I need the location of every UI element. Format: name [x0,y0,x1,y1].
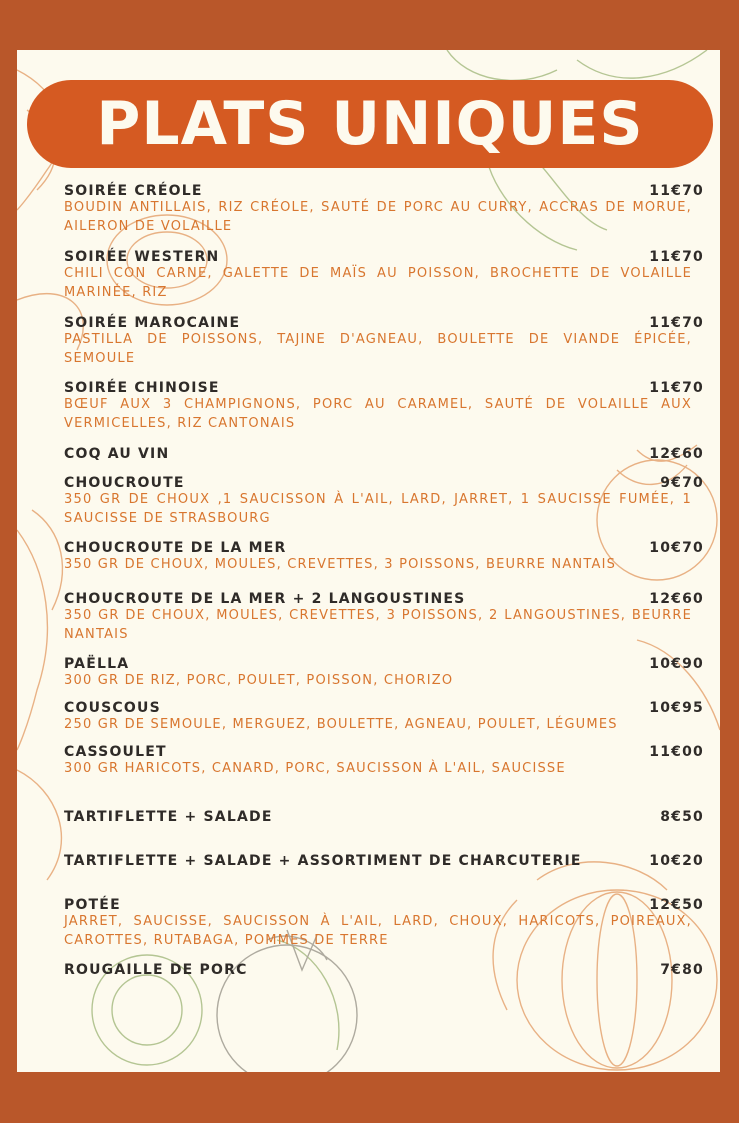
item-price: 11€00 [649,744,704,760]
item-price: 10€90 [649,656,704,672]
menu-item [64,744,704,778]
item-desc: 250 GR DE SEMOULE, MERGUEZ, BOULETTE, AGNEAU, POULET, LÉGUMES [64,717,618,732]
menu-item [64,475,704,528]
item-name: TARTIFLETTE + SALADE + ASSORTIMENT DE CHARCUTERIE [64,853,582,869]
item-desc: BŒUF AUX 3 CHAMPIGNONS, PORC AU CARAMEL, SAUTÉ DE VOLAILLE AUX VERMICELLES, RIZ CANTONAIS [64,397,692,431]
item-name: POTÉE [64,897,121,913]
title-banner [27,80,713,168]
item-name: CHOUCROUTE DE LA MER + 2 LANGOUSTINES [64,591,466,607]
item-desc: BOUDIN ANTILLAIS, RIZ CRÉOLE, SAUTÉ DE PORC AU CURRY, ACCRAS DE MORUE, AILERON DE VOLAILLE [64,200,692,234]
item-desc: JARRET, SAUCISSE, SAUCISSON À L'AIL, LARD, CHOUX, HARICOTS, POIREAUX, CAROTTES, RUTABAGA, POMMES DE TERRE [64,914,692,948]
menu-item [64,249,704,302]
menu-item [64,380,704,433]
menu-item [64,656,704,690]
item-name: SOIRÉE CRÉOLE [64,183,203,199]
item-desc: 300 GR DE RIZ, PORC, POULET, POISSON, CHORIZO [64,673,454,688]
item-price: 11€70 [649,183,704,199]
item-price: 11€70 [649,249,704,265]
menu-item [64,183,704,236]
menu-item [64,897,704,950]
item-name: TARTIFLETTE + SALADE [64,809,273,825]
page-title: PLATS UNIQUES [96,89,644,159]
item-name: COUSCOUS [64,700,161,716]
menu-item [64,446,704,463]
menu-page [17,50,720,1072]
item-price: 10€95 [649,700,704,716]
item-desc: 300 GR HARICOTS, CANARD, PORC, SAUCISSON À L'AIL, SAUCISSE [64,761,566,776]
item-price: 11€70 [649,380,704,396]
item-name: SOIRÉE CHINOISE [64,380,220,396]
item-name: SOIRÉE MAROCAINE [64,315,241,331]
item-desc: 350 GR DE CHOUX ,1 SAUCISSON À L'AIL, LARD, JARRET, 1 SAUCISSE FUMÉE, 1 SAUCISSE DE STRASBOURG [64,492,692,526]
item-name: SOIRÉE WESTERN [64,249,220,265]
menu-item [64,853,704,870]
item-price: 12€50 [649,897,704,913]
item-price: 12€60 [649,591,704,607]
menu-item [64,540,704,574]
item-price: 8€50 [660,809,704,825]
menu-item [64,700,704,734]
item-price: 11€70 [649,315,704,331]
item-name: ROUGAILLE DE PORC [64,962,248,978]
item-price: 9€70 [660,475,704,491]
menu-item [64,809,704,826]
item-desc: PASTILLA DE POISSONS, TAJINE D'AGNEAU, BOULETTE DE VIANDE ÉPICÉE, SEMOULE [64,332,692,366]
menu-item [64,591,704,644]
item-name: PAËLLA [64,656,130,672]
item-name: CHOUCROUTE [64,475,185,491]
item-desc: 350 GR DE CHOUX, MOULES, CREVETTES, 3 POISSONS, BEURRE NANTAIS [64,557,617,572]
item-name: CHOUCROUTE DE LA MER [64,540,287,556]
item-price: 12€60 [649,446,704,462]
item-price: 7€80 [660,962,704,978]
item-name: COQ AU VIN [64,446,170,462]
item-name: CASSOULET [64,744,167,760]
item-price: 10€70 [649,540,704,556]
menu-item [64,315,704,368]
item-price: 10€20 [649,853,704,869]
menu-item [64,962,704,979]
item-desc: CHILI CON CARNE, GALETTE DE MAÏS AU POISSON, BROCHETTE DE VOLAILLE MARINÉE, RIZ [64,266,692,300]
item-desc: 350 GR DE CHOUX, MOULES, CREVETTES, 3 POISSONS, 2 LANGOUSTINES, BEURRE NANTAIS [64,608,692,642]
